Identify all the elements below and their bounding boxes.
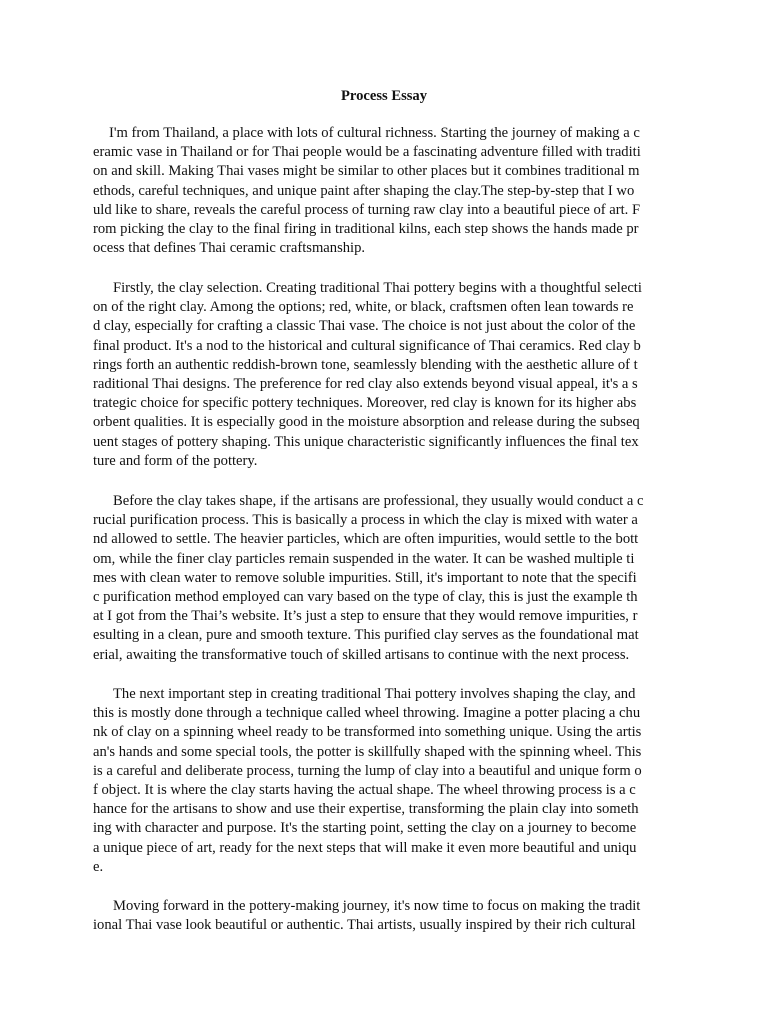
text-line: The next important step in creating traditional Thai pottery involves shaping the clay, and (113, 686, 636, 702)
text-line: rom picking the clay to the final firing in traditional kilns, each step shows the hands made pr (93, 220, 639, 237)
text-line: a unique piece of art, ready for the next steps that will make it even more beautiful and uniqu (93, 839, 637, 856)
paragraph-intro (93, 124, 685, 258)
text-line: orbent qualities. It is especially good in the moisture absorption and release during the subseq (93, 414, 640, 431)
text-line: ional Thai vase look beautiful or authentic. Thai artists, usually inspired by their rich cultural (93, 917, 636, 934)
paragraph-decoration (93, 897, 685, 935)
text-line: nk of clay on a spinning wheel ready to be transformed into something unique. Using the artis (93, 724, 642, 741)
text-line: ethods, careful techniques, and unique paint after shaping the clay.The step-by-step that I wo (93, 182, 635, 199)
text-line: this is mostly done through a technique called wheel throwing. Imagine a potter placing a chu (93, 705, 641, 722)
paragraph-clay-selection (93, 279, 685, 471)
text-line: eramic vase in Thailand or for Thai people would be a fascinating adventure filled with traditi (93, 144, 641, 161)
text-line: nd allowed to settle. The heavier particles, which are often impurities, would settle to the bott (93, 531, 639, 548)
text-line: hance for the artisans to show and use their expertise, transforming the plain clay into someth (93, 801, 639, 818)
text-line: an's hands and some special tools, the potter is skillfully shaped with the spinning wheel. This (93, 743, 642, 760)
paragraph-wheel-throwing (93, 685, 685, 877)
text-line: e. (93, 858, 104, 875)
text-line: esulting in a clean, pure and smooth texture. This purified clay serves as the foundational mat (93, 627, 639, 644)
text-line: at I got from the Thai’s website. It’s just a step to ensure that they would remove impurities, r (93, 608, 638, 625)
text-line: d clay, especially for crafting a classic Thai vase. The choice is not just about the color of the (93, 318, 636, 335)
text-line: f object. It is where the clay starts having the actual shape. The wheel throwing process is a c (93, 781, 636, 798)
text-line: ture and form of the pottery. (93, 452, 258, 469)
paragraph-purification (93, 492, 685, 665)
text-line: uent stages of pottery shaping. This unique characteristic significantly influences the final tex (93, 433, 639, 450)
text-line: trategic choice for specific pottery techniques. Moreover, red clay is known for its higher abs (93, 395, 637, 412)
text-line: I'm from Thailand, a place with lots of cultural richness. Starting the journey of making a c (109, 125, 640, 141)
text-line: ing with character and purpose. It's the starting point, setting the clay on a journey to become (93, 820, 637, 837)
text-line: on of the right clay. Among the options; red, white, or black, craftsmen often lean towards re (93, 299, 634, 316)
text-line: rucial purification process. This is basically a process in which the clay is mixed with water a (93, 512, 638, 529)
text-line: Moving forward in the pottery-making journey, it's now time to focus on making the tradit (113, 898, 641, 914)
text-line: rings forth an authentic reddish-brown tone, seamlessly blending with the aesthetic allure of t (93, 356, 638, 373)
text-line: Before the clay takes shape, if the artisans are professional, they usually would conduct a c (113, 493, 644, 509)
text-line: final product. It's a nod to the historical and cultural significance of Thai ceramics. Red clay b (93, 337, 641, 354)
text-line: erial, awaiting the transformative touch of skilled artisans to continue with the next process. (93, 646, 630, 663)
text-line: ocess that defines Thai ceramic craftsmanship. (93, 240, 366, 257)
text-line: om, while the finer clay particles remain suspended in the water. It can be washed multiple ti (93, 550, 635, 567)
text-line: raditional Thai designs. The preference for red clay also extends beyond visual appeal, it's a s (93, 375, 638, 392)
page-title: Process Essay (340, 88, 428, 104)
text-line: on and skill. Making Thai vases might be similar to other places but it combines traditional m (93, 163, 640, 180)
text-line: mes with clean water to remove soluble impurities. Still, it's important to note that the specifi (93, 569, 637, 586)
text-line: c purification method employed can vary based on the type of clay, this is just the example th (93, 588, 638, 605)
text-line: is a careful and deliberate process, turning the lump of clay into a beautiful and unique form o (93, 762, 642, 779)
text-line: uld like to share, reveals the careful process of turning raw clay into a beautiful piece of art. F (93, 201, 641, 218)
text-line: Firstly, the clay selection. Creating traditional Thai pottery begins with a thoughtful selecti (113, 280, 642, 296)
